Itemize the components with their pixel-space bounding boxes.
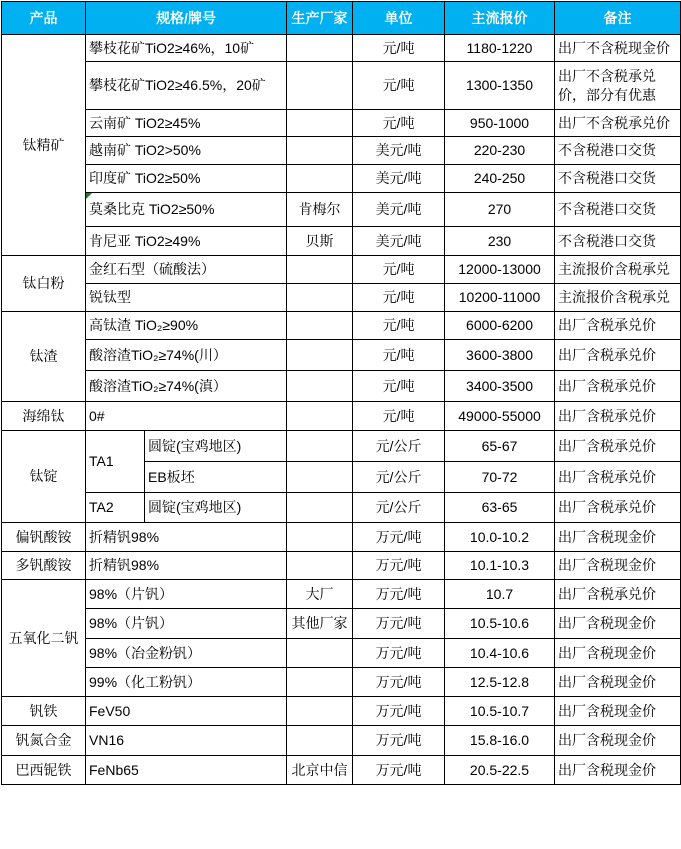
price-cell: 240-250 (445, 165, 555, 193)
note-cell: 出厂含税现金价 (555, 668, 681, 697)
maker-cell (287, 493, 353, 523)
header-cell-price: 主流报价 (445, 2, 555, 35)
price-cell: 1180-1220 (445, 35, 555, 62)
product-cell-brazil-ferroniobium: 巴西铌铁 (2, 756, 86, 785)
table-row (2, 227, 681, 256)
product-cell-titanium-concentrate: 钛精矿 (2, 35, 86, 256)
price-cell: 270 (445, 193, 555, 227)
unit-cell: 美元/吨 (353, 165, 445, 193)
spec-cell: 酸溶渣TiO₂≥74%(川） (86, 340, 287, 371)
maker-cell: 贝斯 (287, 227, 353, 256)
table-row (2, 110, 681, 137)
spec-cell (86, 193, 287, 227)
price-cell: 3400-3500 (445, 371, 555, 402)
table-row (2, 431, 681, 462)
price-cell: 6000-6200 (445, 312, 555, 340)
table-row (2, 580, 681, 609)
price-cell: 950-1000 (445, 110, 555, 137)
maker-cell (287, 256, 353, 284)
maker-cell (287, 340, 353, 371)
product-cell-ferrovanadium: 钒铁 (2, 697, 86, 726)
maker-cell (287, 726, 353, 756)
table-row (2, 697, 681, 726)
maker-cell (287, 431, 353, 462)
product-cell-ammonium-polyvanadate: 多钒酸铵 (2, 552, 86, 580)
unit-cell: 万元/吨 (353, 523, 445, 552)
unit-cell: 万元/吨 (353, 580, 445, 609)
unit-cell: 万元/吨 (353, 668, 445, 697)
note-cell: 出厂含税承兑价 (555, 431, 681, 462)
table-row (2, 284, 681, 312)
spec-cell: 98%（片钒） (86, 609, 287, 639)
note-cell: 出厂不含税现金价 (555, 35, 681, 62)
table-row (2, 137, 681, 165)
table-row (2, 756, 681, 785)
grade-cell-ta2: TA2 (86, 493, 145, 523)
spec-cell: 圆锭(宝鸡地区) (145, 431, 287, 462)
product-cell-titanium-dioxide: 钛白粉 (2, 256, 86, 312)
table-row (2, 402, 681, 431)
spec-cell: 攀枝花矿TiO2≥46%，10矿 (86, 35, 287, 62)
note-cell: 出厂含税现金价 (555, 609, 681, 639)
note-cell: 出厂含税承兑价 (555, 312, 681, 340)
table-row (2, 312, 681, 340)
price-cell: 20.5-22.5 (445, 756, 555, 785)
price-cell: 3600-3800 (445, 340, 555, 371)
unit-cell: 元/吨 (353, 371, 445, 402)
header-cell-maker: 生产厂家 (287, 2, 353, 35)
price-cell: 49000-55000 (445, 402, 555, 431)
product-cell-titanium-slag: 钛渣 (2, 312, 86, 402)
maker-cell (287, 402, 353, 431)
table-row (2, 165, 681, 193)
unit-cell: 美元/吨 (353, 227, 445, 256)
maker-cell (287, 137, 353, 165)
note-cell: 出厂含税承兑价 (555, 402, 681, 431)
unit-cell: 元/公斤 (353, 462, 445, 493)
grade-cell-ta1: TA1 (86, 431, 145, 493)
note-cell: 不含税港口交货 (555, 137, 681, 165)
header-cell-spec: 规格/牌号 (86, 2, 287, 35)
note-cell: 主流报价含税承兑 (555, 284, 681, 312)
note-cell: 出厂含税承兑价 (555, 493, 681, 523)
header-row (2, 2, 681, 35)
maker-cell: 其他厂家 (287, 609, 353, 639)
maker-cell (287, 110, 353, 137)
price-cell: 10.4-10.6 (445, 639, 555, 668)
unit-cell: 元/吨 (353, 340, 445, 371)
table-row (2, 371, 681, 402)
header-cell-product: 产品 (2, 2, 86, 35)
price-cell: 10.5-10.6 (445, 609, 555, 639)
price-cell: 70-72 (445, 462, 555, 493)
spec-cell: 折精钒98% (86, 552, 287, 580)
spec-cell: 圆锭(宝鸡地区) (145, 493, 287, 523)
unit-cell: 元/吨 (353, 284, 445, 312)
table-row (2, 62, 681, 110)
price-cell: 10.7 (445, 580, 555, 609)
header-cell-note: 备注 (555, 2, 681, 35)
maker-cell (287, 35, 353, 62)
table-row (2, 668, 681, 697)
maker-cell: 大厂 (287, 580, 353, 609)
note-cell: 不含税港口交货 (555, 193, 681, 227)
spec-text: 莫桑比克 TiO2≥50% (89, 201, 215, 218)
maker-cell (287, 639, 353, 668)
note-cell: 出厂不含税承兑价 (555, 110, 681, 137)
table-row (2, 493, 681, 523)
spec-cell: 攀枝花矿TiO2≥46.5%，20矿 (86, 62, 287, 110)
spec-cell: 肯尼亚 TiO2≥49% (86, 227, 287, 256)
unit-cell: 万元/吨 (353, 697, 445, 726)
maker-cell (287, 62, 353, 110)
cell-comment-marker-icon (86, 193, 92, 199)
price-cell: 10.0-10.2 (445, 523, 555, 552)
spec-cell: 锐钛型 (86, 284, 287, 312)
unit-cell: 万元/吨 (353, 639, 445, 668)
unit-cell: 元/吨 (353, 35, 445, 62)
table-row (2, 523, 681, 552)
note-cell: 出厂含税承兑价 (555, 340, 681, 371)
spec-cell: 印度矿 TiO2≥50% (86, 165, 287, 193)
spec-cell: 酸溶渣TiO₂≥74%(滇） (86, 371, 287, 402)
header-cell-unit: 单位 (353, 2, 445, 35)
unit-cell: 元/吨 (353, 402, 445, 431)
product-cell-vanadium-nitrogen-alloy: 钒氮合金 (2, 726, 86, 756)
product-cell-titanium-ingot: 钛锭 (2, 431, 86, 523)
unit-cell: 元/吨 (353, 312, 445, 340)
spec-cell: 高钛渣 TiO₂≥90% (86, 312, 287, 340)
price-cell: 220-230 (445, 137, 555, 165)
spec-cell: 金红石型（硫酸法） (86, 256, 287, 284)
unit-cell: 万元/吨 (353, 726, 445, 756)
note-cell: 出厂含税承兑价 (555, 462, 681, 493)
maker-cell (287, 165, 353, 193)
unit-cell: 元/公斤 (353, 493, 445, 523)
product-cell-vanadium-pentoxide: 五氧化二钒 (2, 580, 86, 697)
spec-cell: 99%（化工粉钒） (86, 668, 287, 697)
price-cell: 12000-13000 (445, 256, 555, 284)
table-row (2, 340, 681, 371)
note-cell: 出厂不含税承兑价，部分有优惠 (555, 62, 681, 110)
spec-cell: 98%（片钒） (86, 580, 287, 609)
maker-cell (287, 312, 353, 340)
spec-cell: 云南矿 TiO2≥45% (86, 110, 287, 137)
unit-cell: 元/吨 (353, 62, 445, 110)
table-row (2, 726, 681, 756)
maker-cell (287, 697, 353, 726)
product-cell-sponge-titanium: 海绵钛 (2, 402, 86, 431)
table-row (2, 609, 681, 639)
unit-cell: 元/吨 (353, 110, 445, 137)
price-cell: 15.8-16.0 (445, 726, 555, 756)
table-row (2, 639, 681, 668)
maker-cell (287, 462, 353, 493)
maker-cell (287, 371, 353, 402)
table-row (2, 193, 681, 227)
price-cell: 230 (445, 227, 555, 256)
unit-cell: 万元/吨 (353, 609, 445, 639)
maker-cell (287, 552, 353, 580)
maker-cell: 北京中信 (287, 756, 353, 785)
spec-cell: 折精钒98% (86, 523, 287, 552)
note-cell: 出厂含税现金价 (555, 523, 681, 552)
unit-cell: 万元/吨 (353, 552, 445, 580)
table-row (2, 35, 681, 62)
note-cell: 出厂含税现金价 (555, 639, 681, 668)
spec-cell: FeNb65 (86, 756, 287, 785)
spec-cell: 越南矿 TiO2>50% (86, 137, 287, 165)
price-cell: 10.1-10.3 (445, 552, 555, 580)
spec-cell: FeV50 (86, 697, 287, 726)
unit-cell: 元/公斤 (353, 431, 445, 462)
price-cell: 10.5-10.7 (445, 697, 555, 726)
note-cell: 不含税港口交货 (555, 165, 681, 193)
spec-cell: 0# (86, 402, 287, 431)
price-table (1, 1, 681, 785)
table-row (2, 256, 681, 284)
maker-cell (287, 523, 353, 552)
maker-cell (287, 284, 353, 312)
price-cell: 10200-11000 (445, 284, 555, 312)
spec-cell: 98%（冶金粉钒） (86, 639, 287, 668)
spec-cell: VN16 (86, 726, 287, 756)
unit-cell: 美元/吨 (353, 137, 445, 165)
maker-cell: 肯梅尔 (287, 193, 353, 227)
table-row (2, 552, 681, 580)
spec-cell: EB板坯 (145, 462, 287, 493)
price-cell: 63-65 (445, 493, 555, 523)
unit-cell: 万元/吨 (353, 756, 445, 785)
note-cell: 不含税港口交货 (555, 227, 681, 256)
unit-cell: 元/吨 (353, 256, 445, 284)
note-cell: 出厂含税承兑价 (555, 580, 681, 609)
price-cell: 1300-1350 (445, 62, 555, 110)
note-cell: 出厂含税现金价 (555, 726, 681, 756)
price-cell: 12.5-12.8 (445, 668, 555, 697)
price-cell: 65-67 (445, 431, 555, 462)
note-cell: 出厂含税承兑价 (555, 371, 681, 402)
unit-cell: 美元/吨 (353, 193, 445, 227)
note-cell: 出厂含税现金价 (555, 552, 681, 580)
product-cell-ammonium-metavanadate: 偏钒酸铵 (2, 523, 86, 552)
note-cell: 出厂含税现金价 (555, 756, 681, 785)
note-cell: 主流报价含税承兑 (555, 256, 681, 284)
maker-cell (287, 668, 353, 697)
note-cell: 出厂含税现金价 (555, 697, 681, 726)
